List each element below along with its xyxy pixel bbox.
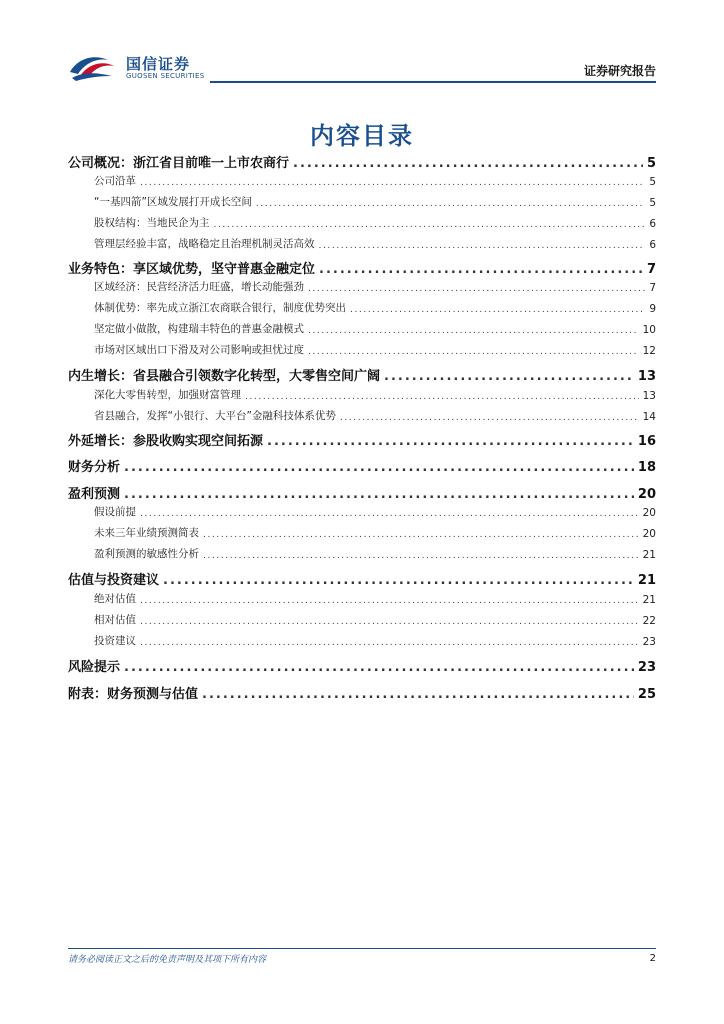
toc-dot-leader (140, 617, 639, 627)
toc-page-number: 22 (642, 615, 656, 627)
toc-entry-title: 业务特色：享区域优势，坚守普惠金融定位 (68, 262, 316, 277)
logo-chinese-name: 国信证券 (126, 55, 191, 73)
toc-dot-leader (293, 156, 643, 171)
page-number: 2 (649, 953, 656, 964)
toc-dot-leader (319, 241, 646, 251)
toc-page-number: 7 (646, 262, 656, 277)
toc-page-number: 7 (649, 282, 656, 294)
toc-dot-leader (340, 413, 639, 423)
toc-page-number: 20 (637, 487, 656, 502)
toc-page-number: 5 (646, 156, 656, 171)
toc-page-number: 6 (649, 239, 656, 251)
toc-section-entry[interactable] (68, 152, 656, 171)
page-header (0, 0, 724, 90)
toc-section-entry[interactable] (68, 656, 656, 675)
toc-page-number: 5 (649, 176, 656, 188)
toc-section-entry[interactable] (68, 365, 656, 384)
toc-subsection-entry[interactable] (68, 546, 656, 561)
toc-dot-leader (214, 220, 646, 230)
guosen-logo-icon (68, 50, 116, 82)
toc-dot-leader (124, 487, 634, 502)
toc-dot-leader (124, 660, 634, 675)
toc-page-number: 14 (642, 411, 656, 423)
toc-entry-title: 未来三年业绩预测简表 (94, 527, 199, 539)
toc-subsection-entry[interactable] (68, 194, 656, 209)
toc-section-entry[interactable] (68, 483, 656, 502)
toc-page-number: 23 (642, 636, 656, 648)
toc-entry-title: 坚定做小做散，构建瑞丰特色的普惠金融模式 (94, 323, 304, 335)
toc-entry-title: 投资建议 (94, 635, 136, 647)
toc-page-number: 13 (637, 369, 656, 384)
toc-dot-leader (267, 434, 634, 449)
toc-dot-leader (203, 551, 639, 561)
toc-dot-leader (163, 573, 634, 588)
toc-entry-title: 管理层经验丰富，战略稳定且治理机制灵活高效 (94, 238, 315, 250)
toc-entry-title: “一基四箭”区域发展打开成长空间 (94, 196, 252, 208)
toc-section-entry[interactable] (68, 569, 656, 588)
toc-entry-title: 股权结构：当地民企为主 (94, 217, 210, 229)
toc-entry-title: 公司概况：浙江省目前唯一上市农商行 (68, 156, 290, 171)
logo-english-name: GUOSEN SECURITIES (126, 72, 205, 80)
toc-dot-leader (140, 638, 639, 648)
toc-section-entry[interactable] (68, 683, 656, 702)
footer-disclaimer: 请务必阅读正文之后的免责声明及其项下所有内容 (68, 955, 267, 965)
toc-subsection-entry[interactable] (68, 387, 656, 402)
toc-subsection-entry[interactable] (68, 300, 656, 315)
toc-entry-title: 附表：财务预测与估值 (68, 687, 199, 702)
toc-entry-title: 内生增长：省县融合引领数字化转型，大零售空间广阔 (68, 369, 381, 384)
toc-section-entry[interactable] (68, 456, 656, 475)
toc-dot-leader (256, 199, 645, 209)
toc-page-number: 16 (637, 434, 656, 449)
toc-entry-title: 市场对区域出口下滑及对公司影响或担忧过度 (94, 344, 304, 356)
toc-entry-title: 财务分析 (68, 460, 121, 475)
toc-dot-leader (384, 369, 634, 384)
toc-dot-leader (203, 530, 639, 540)
toc-page-number: 13 (642, 390, 656, 402)
toc-subsection-entry[interactable] (68, 321, 656, 336)
footer-divider (68, 948, 656, 949)
toc-entry-title: 体制优势：率先成立浙江农商联合银行，制度优势突出 (94, 302, 346, 314)
guosen-logo (68, 50, 208, 86)
toc-entry-title: 估值与投资建议 (68, 573, 160, 588)
toc-entry-title: 区域经济：民营经济活力旺盛，增长动能强劲 (94, 281, 304, 293)
toc-dot-leader (140, 596, 639, 606)
toc-page-number: 25 (637, 687, 656, 702)
toc-subsection-entry[interactable] (68, 633, 656, 648)
toc-entry-title: 绝对估值 (94, 593, 136, 605)
toc-entry-title: 公司沿革 (94, 175, 136, 187)
toc-section-entry[interactable] (68, 258, 656, 277)
toc-page-number: 12 (642, 345, 656, 357)
toc-dot-leader (202, 687, 634, 702)
toc-subsection-entry[interactable] (68, 279, 656, 294)
toc-subsection-entry[interactable] (68, 342, 656, 357)
header-divider (210, 81, 656, 83)
toc-dot-leader (140, 178, 645, 188)
toc-entry-title: 盈利预测 (68, 487, 121, 502)
toc-page-number: 20 (642, 507, 656, 519)
toc-page-number: 23 (637, 660, 656, 675)
toc-dot-leader (308, 326, 639, 336)
toc-page-number: 9 (649, 303, 656, 315)
toc-dot-leader (245, 392, 639, 402)
toc-subsection-entry[interactable] (68, 408, 656, 423)
toc-page-number: 21 (642, 549, 656, 561)
report-type-label: 证券研究报告 (583, 64, 656, 78)
toc-dot-leader (319, 262, 643, 277)
toc-title: 内容目录 (310, 122, 414, 150)
toc-subsection-entry[interactable] (68, 525, 656, 540)
toc-subsection-entry[interactable] (68, 236, 656, 251)
toc-dot-leader (350, 305, 645, 315)
toc-page-number: 20 (642, 528, 656, 540)
toc-subsection-entry[interactable] (68, 591, 656, 606)
toc-entry-title: 外延增长：参股收购实现空间拓源 (68, 434, 264, 449)
toc-page-number: 21 (637, 573, 656, 588)
toc-page-number: 21 (642, 594, 656, 606)
toc-entry-title: 风险提示 (68, 660, 121, 675)
toc-entry-title: 假设前提 (94, 506, 136, 518)
toc-page-number: 10 (642, 324, 656, 336)
toc-subsection-entry[interactable] (68, 504, 656, 519)
toc-section-entry[interactable] (68, 430, 656, 449)
toc-dot-leader (308, 347, 639, 357)
toc-page-number: 6 (649, 218, 656, 230)
toc-dot-leader (140, 509, 639, 519)
toc-entry-title: 盈利预测的敏感性分析 (94, 548, 199, 560)
toc-subsection-entry[interactable] (68, 612, 656, 627)
toc-entry-title: 深化大零售转型，加强财富管理 (94, 389, 241, 401)
toc-entry-title: 省县融合，发挥“小银行、大平台”金融科技体系优势 (94, 410, 336, 422)
toc-page-number: 5 (649, 197, 656, 209)
toc-subsection-entry[interactable] (68, 173, 656, 188)
toc-subsection-entry[interactable] (68, 215, 656, 230)
toc-entry-title: 相对估值 (94, 614, 136, 626)
toc-page-number: 18 (637, 460, 656, 475)
toc-dot-leader (124, 460, 634, 475)
toc-dot-leader (308, 284, 645, 294)
